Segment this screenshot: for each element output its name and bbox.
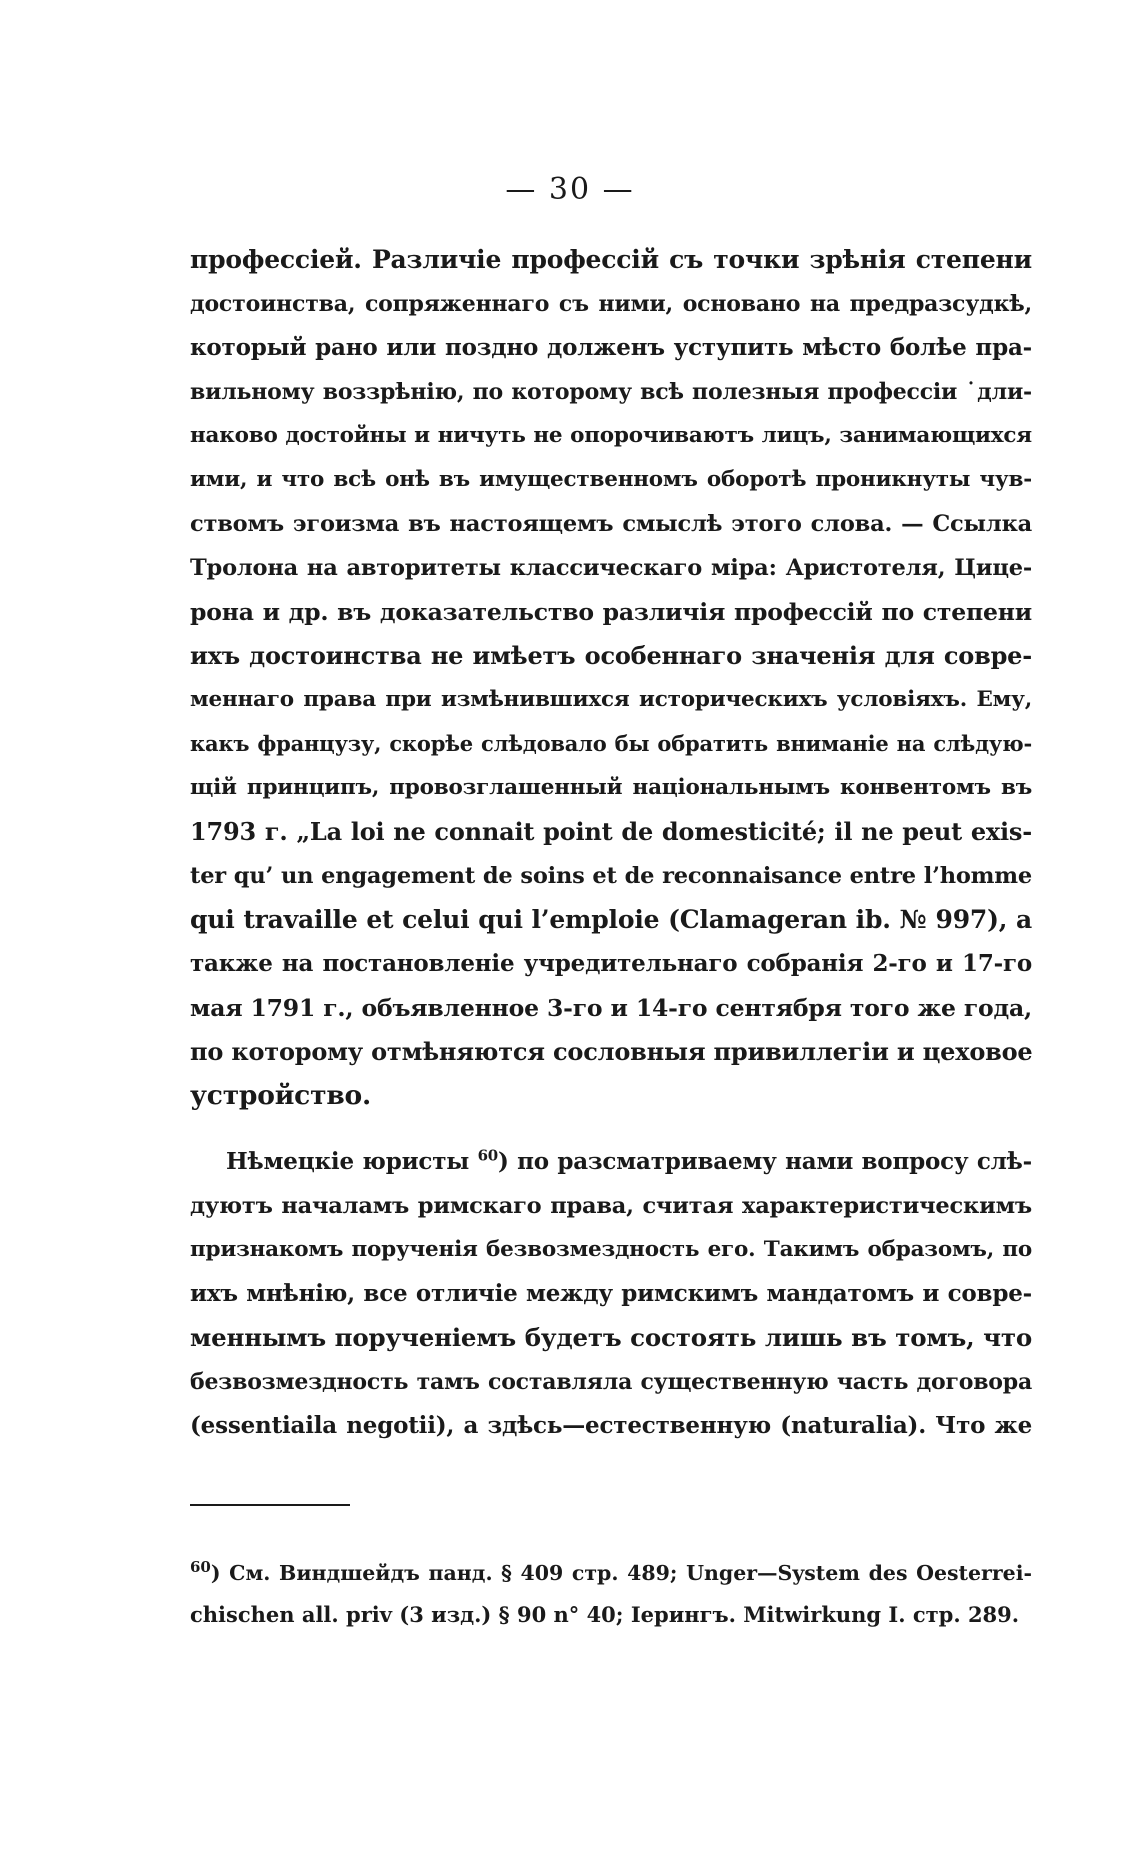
text-line: меннаго права при измѣнившихся историческихъ условіяхъ. Ему,	[190, 687, 1032, 712]
footnote-line	[190, 1552, 1032, 1594]
footnotes	[190, 1552, 1032, 1636]
text-line: меннымъ порученіемъ будетъ состоять лишь въ томъ, что	[190, 1323, 1032, 1352]
text-line: также на постановленіе учредительнаго собранія 2-го и 17-го	[190, 950, 1032, 977]
text-line: вильному воззрѣнію, по которому всѣ полезныя профессіи ˙дли-	[190, 379, 1032, 405]
text-line: устройство.	[190, 1080, 372, 1111]
text-line: признакомъ порученія безвозмездность его. Такимъ образомъ, по	[190, 1237, 1032, 1262]
text-line: 1793 г. „La loi ne connait point de domesticité; il ne peut exis-	[190, 817, 1032, 846]
text-line: (essentiaila negotii), а здѣсь—естественную (naturalia). Что же	[190, 1412, 1032, 1439]
text-line: который рано или поздно долженъ уступить мѣсто болѣе пра-	[190, 334, 1032, 361]
footnote-line: chischen all. priv (3 изд.) § 90 n° 40; Ieрингъ. Mitwirkung I. стр. 289.	[190, 1602, 1020, 1627]
footnote-divider	[190, 1504, 350, 1506]
footnote-text: ) См. Виндшейдъ панд. § 409 стр. 489; Unger—System des Oesterrei-	[210, 1561, 1032, 1585]
text-line: профессіей. Различіе профессій съ точки зрѣнія степени	[190, 245, 1032, 274]
text-line: ихъ мнѣнію, все отличіе между римскимъ мандатомъ и совре-	[190, 1280, 1032, 1307]
text-line: qui travaille et celui qui l’emploie (Clamageran ib. № 997), а	[190, 905, 1032, 934]
text-line: рона и др. въ доказательство различія профессій по степени	[190, 598, 1032, 626]
text-line: наково достойны и ничуть не опорочиваютъ лицъ, занимающихся	[190, 423, 1032, 448]
text-line: ими, и что всѣ онѣ въ имущественномъ оборотѣ проникнуты чув-	[190, 467, 1032, 492]
text-line: по которому отмѣняются сословныя привиллегіи и цеховое	[190, 1037, 1033, 1066]
page-number: — 30 —	[505, 172, 635, 207]
text-line: ихъ достоинства не имѣетъ особеннаго значенія для совре-	[190, 641, 1032, 670]
text-fragment: ) по разсматриваему нами вопросу слѣ-	[498, 1148, 1032, 1175]
text-line: ter qu’ un engagement de soins et de reconnaisance entre l’homme	[190, 863, 1032, 889]
footnote-marker: 60	[190, 1558, 211, 1577]
text-line: достоинства, сопряженнаго съ ними, основано на предразсудкѣ,	[190, 291, 1032, 317]
text-line: безвозмездность тамъ составляла существенную часть договора	[190, 1369, 1032, 1395]
text-line: ствомъ эгоизма въ настоящемъ смыслѣ этого слова. — Ссылка	[190, 511, 1032, 537]
text-line	[190, 1140, 1032, 1184]
text-line: Тролона на авторитеты классическаго міра: Аристотеля, Цице-	[190, 555, 1032, 581]
footnote-reference: 60	[477, 1146, 499, 1165]
text-line: щій принципъ, провозглашенный національнымъ конвентомъ въ	[190, 775, 1032, 800]
text-line: какъ французу, скорѣе слѣдовало бы обратить вниманіе на слѣдую-	[190, 731, 1032, 756]
text-line: дуютъ началамъ римскаго права, считая характеристическимъ	[190, 1193, 1032, 1219]
paragraph-gap	[190, 1118, 1032, 1140]
text-fragment: Нѣмецкіе юристы	[226, 1148, 478, 1175]
main-text	[190, 238, 1032, 1448]
text-line: мая 1791 г., объявленное 3-го и 14-го сентября того же года,	[190, 994, 1032, 1022]
